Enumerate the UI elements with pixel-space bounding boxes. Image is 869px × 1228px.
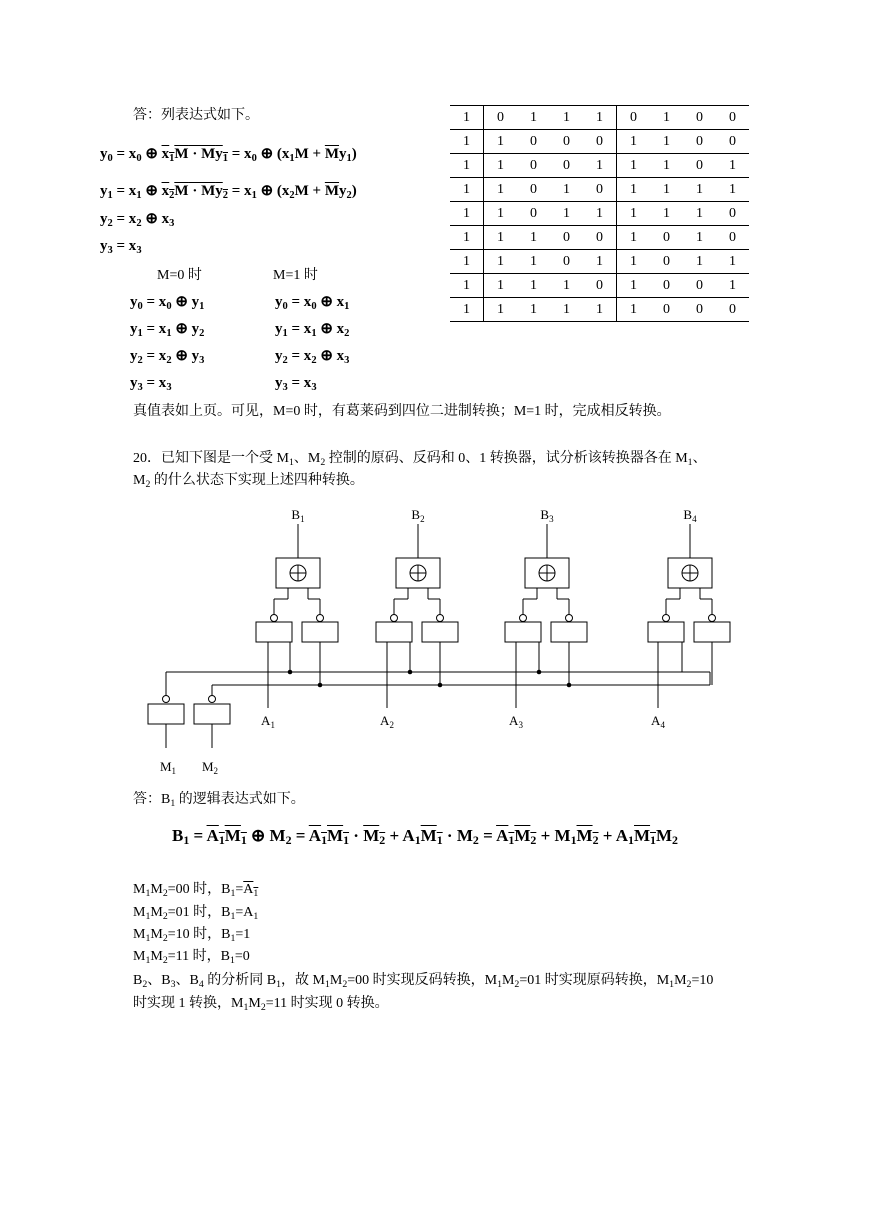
inverter-bubble xyxy=(709,615,716,622)
truth-table-cell: 1 xyxy=(617,274,651,298)
truth-table-cell: 1 xyxy=(683,202,716,226)
input-label-a3: $A_3$ xyxy=(509,713,523,730)
truth-table-cell: 1 xyxy=(650,178,683,202)
inverter-bubble xyxy=(271,615,278,622)
truth-table-cell: 0 xyxy=(683,130,716,154)
case-line-01: $M_1M_2=01$ 时，$B_1=A_1$ xyxy=(133,905,259,922)
truth-table-cell: 1 xyxy=(517,106,550,130)
junction-dot xyxy=(318,683,323,688)
truth-table-cell: 0 xyxy=(650,298,683,322)
control-label-m2: $M_2$ xyxy=(201,759,219,776)
junction-dot xyxy=(408,670,413,675)
truth-table-cell: 1 xyxy=(450,298,484,322)
truth-table-cell: 1 xyxy=(716,178,749,202)
inverter-bubble xyxy=(566,615,573,622)
truth-table-cell: 1 xyxy=(484,154,518,178)
truth-table-cell: 0 xyxy=(683,274,716,298)
truth-table-cell: 1 xyxy=(716,250,749,274)
truth-table-cell: 1 xyxy=(583,154,617,178)
truth-table-row xyxy=(450,154,749,178)
output-label-b3: $B_3$ xyxy=(540,507,554,524)
truth-table-cell: 0 xyxy=(617,106,651,130)
inverter-bubble xyxy=(520,615,527,622)
answer-intro: 答：列表达式如下。 xyxy=(133,108,259,123)
truth-table-cell: 1 xyxy=(650,130,683,154)
control-gate-m2 xyxy=(194,704,230,724)
truth-table-cell: 1 xyxy=(484,130,518,154)
truth-table-cell: 0 xyxy=(716,106,749,130)
truth-table-cell: 0 xyxy=(550,226,583,250)
truth-table-cell: 1 xyxy=(583,202,617,226)
inverter-bubble xyxy=(437,615,444,622)
m0-eq-y1: $y_1 = x_1$ ⊕ $y_2$ xyxy=(130,321,205,339)
m1-eq-y3: $y_3 = x_3$ xyxy=(275,375,317,393)
truth-table-cell: 0 xyxy=(716,298,749,322)
truth-table-cell: 0 xyxy=(583,274,617,298)
truth-table-cell: 1 xyxy=(617,178,651,202)
truth-table-cell: 1 xyxy=(650,154,683,178)
truth-table-cell: 1 xyxy=(683,226,716,250)
truth-table-cell: 1 xyxy=(517,298,550,322)
truth-table-cell: 1 xyxy=(583,106,617,130)
truth-table-row xyxy=(450,202,749,226)
truth-table-cell: 1 xyxy=(517,226,550,250)
truth-table-cell: 0 xyxy=(650,250,683,274)
truth-table-cell: 1 xyxy=(683,178,716,202)
junction-dot xyxy=(288,670,293,675)
truth-table-cell: 1 xyxy=(617,130,651,154)
truth-table-cell: 1 xyxy=(450,106,484,130)
truth-table-row xyxy=(450,178,749,202)
truth-table-cell: 0 xyxy=(716,202,749,226)
truth-table-cell: 0 xyxy=(517,178,550,202)
truth-table-row xyxy=(450,106,749,130)
truth-table-cell: 1 xyxy=(450,178,484,202)
answer-b1-intro: 答：$B_1$ 的逻辑表达式如下。 xyxy=(133,792,305,809)
case-m1-label: M=1 时 xyxy=(273,268,318,283)
truth-table-cell: 1 xyxy=(484,202,518,226)
gate-box xyxy=(505,622,541,642)
truth-table-cell: 0 xyxy=(484,106,518,130)
junction-dot xyxy=(438,683,443,688)
truth-table-cell: 0 xyxy=(716,226,749,250)
final-line1: $B_2$、$B_3$、$B_4$ 的分析同 $B_1$，故 $M_1M_2=00$ 时实现反码转换，$M_1M_2=01$ 时实现原码转换，$M_1M_2=10$ xyxy=(133,973,714,990)
inverter-bubble xyxy=(317,615,324,622)
inverter-bubble xyxy=(663,615,670,622)
truth-table-cell: 1 xyxy=(716,274,749,298)
gate-box xyxy=(376,622,412,642)
truth-table-cell: 1 xyxy=(484,274,518,298)
truth-table-cell: 1 xyxy=(617,226,651,250)
truth-table-cell: 1 xyxy=(583,298,617,322)
gate-box xyxy=(302,622,338,642)
inverter-bubble xyxy=(391,615,398,622)
final-line2: 时实现 1 转换，$M_1M_2=11$ 时实现 0 转换。 xyxy=(133,996,389,1013)
gate-box xyxy=(256,622,292,642)
m1-eq-y0: $y_0 = x_0$ ⊕ $x_1$ xyxy=(275,294,350,312)
output-label-b4: $B_4$ xyxy=(683,507,697,524)
control-bubble-m1 xyxy=(163,696,170,703)
equation-y0: $y_0 = x_0$ ⊕ $x_1M \cdot My_1 = x_0$ ⊕ $(x_1M + \overline{M}y_1)$ xyxy=(100,146,357,164)
truth-table-row xyxy=(450,298,749,322)
truth-table-cell: 1 xyxy=(550,202,583,226)
control-gate-m1 xyxy=(148,704,184,724)
truth-table-cell: 0 xyxy=(550,130,583,154)
truth-table-cell: 1 xyxy=(450,202,484,226)
case-m0-label: M=0 时 xyxy=(157,268,202,283)
output-label-b2: $B_2$ xyxy=(411,507,425,524)
m0-eq-y3: $y_3 = x_3$ xyxy=(130,375,172,393)
truth-table-cell: 0 xyxy=(517,130,550,154)
truth-table-cell: 0 xyxy=(683,298,716,322)
question-20-line1: 20．已知下图是一个受 $M_1$、$M_2$ 控制的原码、反码和 0、1 转换器，试分析该转换器各在 $M_1$、 xyxy=(133,451,707,468)
truth-table-cell: 1 xyxy=(450,250,484,274)
truth-table-cell: 1 xyxy=(484,178,518,202)
input-label-a2: $A_2$ xyxy=(380,713,394,730)
truth-table-cell: 0 xyxy=(683,106,716,130)
truth-table-cell: 0 xyxy=(583,226,617,250)
truth-table-row xyxy=(450,274,749,298)
m0-eq-y0: $y_0 = x_0$ ⊕ $y_1$ xyxy=(130,294,205,312)
gate-box xyxy=(648,622,684,642)
control-label-m1: $M_1$ xyxy=(159,759,177,776)
truth-table-cell: 0 xyxy=(650,226,683,250)
truth-table-cell: 1 xyxy=(484,298,518,322)
truth-table-cell: 1 xyxy=(716,154,749,178)
truth-table-row xyxy=(450,226,749,250)
input-label-a4: $A_4$ xyxy=(651,713,665,730)
truth-table-cell: 0 xyxy=(517,154,550,178)
truth-table-cell: 1 xyxy=(484,250,518,274)
input-label-a1: $A_1$ xyxy=(261,713,275,730)
output-label-b1: $B_1$ xyxy=(291,507,305,524)
truth-table-cell: 1 xyxy=(583,250,617,274)
truth-table-cell: 0 xyxy=(583,178,617,202)
truth-table-row xyxy=(450,130,749,154)
truth-table xyxy=(450,105,749,322)
truth-table-cell: 0 xyxy=(550,250,583,274)
truth-table-cell: 0 xyxy=(650,274,683,298)
truth-table-cell: 0 xyxy=(716,130,749,154)
truth-table-cell: 1 xyxy=(517,274,550,298)
truth-table-cell: 1 xyxy=(617,154,651,178)
truth-table-cell: 0 xyxy=(583,130,617,154)
m1-eq-y2: $y_2 = x_2$ ⊕ $x_3$ xyxy=(275,348,350,366)
junction-dot xyxy=(537,670,542,675)
circuit-diagram xyxy=(0,500,869,780)
truth-table-cell: 0 xyxy=(550,154,583,178)
conclusion-text: 真值表如上页。可见，M=0 时，有葛莱码到四位二进制转换；M=1 时，完成相反转换。 xyxy=(133,404,671,419)
truth-table-cell: 1 xyxy=(484,226,518,250)
junction-dot xyxy=(567,683,572,688)
truth-table-cell: 1 xyxy=(650,202,683,226)
truth-table-cell: 1 xyxy=(650,106,683,130)
equation-y1: $y_1 = x_1$ ⊕ $x_2M \cdot My_2 = x_1$ ⊕ $(x_2M + \overline{M}y_2)$ xyxy=(100,183,357,201)
m1-eq-y1: $y_1 = x_1$ ⊕ $x_2$ xyxy=(275,321,350,339)
truth-table-cell: 1 xyxy=(550,106,583,130)
gate-box xyxy=(422,622,458,642)
truth-table-cell: 1 xyxy=(517,250,550,274)
equation-y2: $y_2 = x_2$ ⊕ $x_3$ xyxy=(100,211,175,229)
gate-box xyxy=(694,622,730,642)
truth-table-cell: 1 xyxy=(617,202,651,226)
truth-table-cell: 1 xyxy=(683,250,716,274)
b1-logic-expression: $B_1 = A_1M_1$ ⊕ $M_2 = A_1M_1 \cdot M_2 + A_1M_1 \cdot M_2 = A_1M_2 + M_1M_2 + A_1M_1M_2$ xyxy=(172,826,678,847)
truth-table-cell: 1 xyxy=(617,298,651,322)
case-line-10: $M_1M_2=10$ 时，$B_1=1$ xyxy=(133,927,251,944)
control-bubble-m2 xyxy=(209,696,216,703)
question-20-line2: $M_2$ 的什么状态下实现上述四种转换。 xyxy=(133,473,364,490)
case-line-00: $M_1M_2=00$ 时，$B_1=A_1$ xyxy=(133,882,259,899)
truth-table-cell: 1 xyxy=(550,298,583,322)
truth-table-cell: 0 xyxy=(517,202,550,226)
truth-table-cell: 1 xyxy=(450,226,484,250)
gate-box xyxy=(551,622,587,642)
truth-table-cell: 1 xyxy=(550,178,583,202)
truth-table-cell: 1 xyxy=(450,274,484,298)
truth-table-cell: 1 xyxy=(450,130,484,154)
truth-table-cell: 0 xyxy=(683,154,716,178)
truth-table-cell: 1 xyxy=(550,274,583,298)
m0-eq-y2: $y_2 = x_2$ ⊕ $y_3$ xyxy=(130,348,205,366)
truth-table-cell: 1 xyxy=(450,154,484,178)
truth-table-cell: 1 xyxy=(617,250,651,274)
equation-y3: $y_3 = x_3$ xyxy=(100,238,142,256)
truth-table-row xyxy=(450,250,749,274)
case-line-11: $M_1M_2=11$ 时，$B_1=0$ xyxy=(133,949,250,966)
